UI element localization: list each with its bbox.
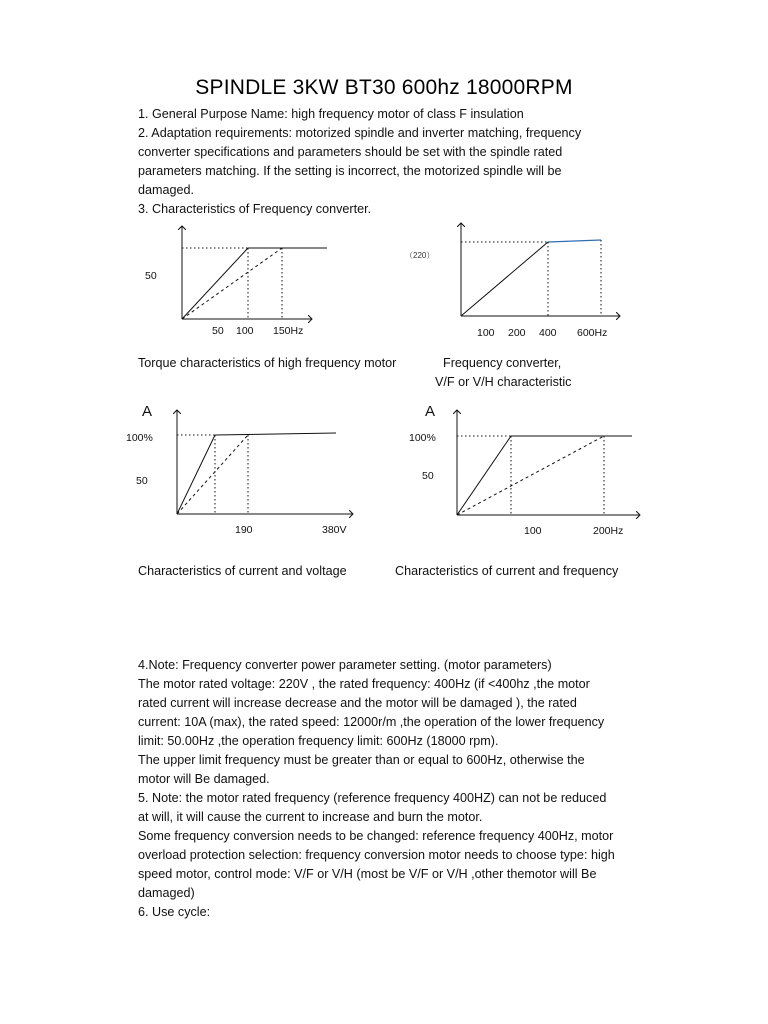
vf-caption-line1: Frequency converter, — [443, 356, 562, 370]
page-title: SPINDLE 3KW BT30 600hz 18000RPM — [195, 76, 573, 99]
note-4-heading: 4.Note: Frequency converter power parameter setting. (motor parameters) — [138, 658, 552, 672]
cf-solid-ramp — [457, 436, 511, 515]
cv-axis-a: A — [142, 403, 153, 420]
cv-ytick-100: 100% — [126, 432, 153, 444]
torque-ytick-50: 50 — [145, 270, 157, 282]
vf-xtick-200: 200 — [508, 327, 526, 339]
torque-caption: Torque characteristics of high frequency motor — [138, 356, 397, 370]
vf-caption-line2: V/F or V/H characteristic — [435, 375, 572, 389]
torque-xtick-50: 50 — [212, 325, 224, 337]
cv-solid-ramp — [177, 435, 215, 514]
cf-dashed-ramp — [457, 436, 604, 515]
vf-ytick-220: （220） — [405, 251, 435, 260]
intro-item-1: 1. General Purpose Name: high frequency motor of class F insulation — [138, 107, 524, 121]
torque-graph — [182, 226, 327, 319]
note-5: 5. Note: the motor rated frequency (reference frequency 400HZ) can not be reduced at will, it will cause the current to increase and burn the motor. — [138, 791, 607, 824]
intro-item-2: 2. Adaptation requirements: motorized spindle and inverter matching, frequency converter specifications and parameters should be set with the spindle rated parameters matching. If the setting is incorrect, the motorized spindle will be damaged. — [138, 126, 582, 197]
cv-dashed-ramp — [177, 435, 248, 514]
vf-graph — [461, 223, 620, 316]
cv-caption: Characteristics of current and voltage — [138, 564, 347, 578]
torque-xtick-150hz: 150Hz — [273, 325, 304, 337]
cf-ytick-50: 50 — [422, 470, 434, 482]
cv-xtick-190: 190 — [235, 524, 253, 536]
cv-xtick-380v: 380V — [322, 524, 347, 536]
cv-plateau — [215, 433, 336, 435]
cf-xtick-100: 100 — [524, 525, 542, 537]
vf-xtick-400: 400 — [539, 327, 557, 339]
vf-xtick-100: 100 — [477, 327, 495, 339]
cf-axis-a: A — [425, 403, 436, 420]
current-frequency-graph — [457, 410, 640, 515]
vf-plateau — [548, 240, 601, 242]
cf-xtick-200hz: 200Hz — [593, 525, 624, 537]
intro-item-3: 3. Characteristics of Frequency converter. — [138, 202, 372, 216]
torque-solid-ramp — [182, 248, 248, 319]
cf-ytick-100: 100% — [409, 432, 436, 444]
note-6-use-cycle: 6. Use cycle: — [138, 905, 211, 919]
torque-xtick-100: 100 — [236, 325, 254, 337]
cf-caption: Characteristics of current and frequency — [395, 564, 619, 578]
vf-xtick-600hz: 600Hz — [577, 327, 608, 339]
vf-ramp — [461, 242, 548, 316]
note-4-body: The motor rated voltage: 220V , the rated frequency: 400Hz (if <400hz ,the motor rated current will increase decrease and the motor will be damaged ), the rated current: 10A (max), the rated speed: 12000r/m ,the operation of the lower frequency limit: 50.00Hz ,the operation frequency limit: 600Hz (18000 rpm). — [138, 677, 605, 748]
current-voltage-graph — [177, 410, 353, 514]
cv-ytick-50: 50 — [136, 475, 148, 487]
note-conversion: Some frequency conversion needs to be changed: reference frequency 400Hz, motor overload protection selection: frequency conversion motor needs to choose type: high speed motor, control mode: V/F or V/H (most be V/F or V/H ,other themotor will Be damaged) — [138, 829, 615, 900]
torque-dashed-ramp — [182, 248, 282, 319]
note-upper-limit: The upper limit frequency must be greater than or equal to 600Hz, otherwise the motor will Be damaged. — [138, 753, 585, 786]
